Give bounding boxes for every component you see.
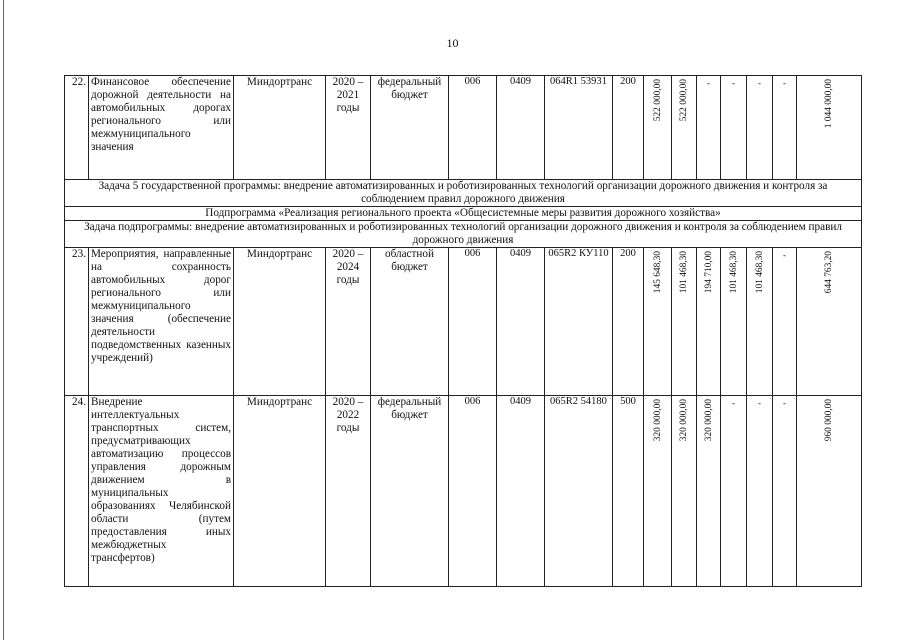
row-number: 22. (65, 76, 89, 180)
activity-name: Мероприятия, направленные на сохранность автомобильных дорог регионального или межмуниципального значения (обеспечение деятельности подведомственных казенных учреждений) (89, 248, 234, 396)
amount-2021: 522 000,00 (672, 76, 697, 180)
amount-total: 960 000,00 (797, 396, 862, 587)
amount-2022: 194 710,00 (697, 248, 721, 396)
amount-total: 1 044 000,00 (797, 76, 862, 180)
page-number: 10 (446, 36, 459, 50)
rzpr-code: 0409 (497, 248, 545, 396)
amount-2025: - (773, 76, 797, 180)
task5-heading: Задача 5 государственной программы: внедрение автоматизированных и роботизированных технологий организации дорожного движения и контроля за соблюдением правил дорожного движения (65, 180, 862, 207)
subprogram-heading: Подпрограмма «Реализация регионального проекта «Общесистемные меры развития дорожного хозяйства» (65, 207, 862, 221)
amount-2024: - (747, 396, 773, 587)
csr-code: 065R2 54180 (545, 396, 613, 587)
funding-source: федеральный бюджет (371, 76, 449, 180)
csr-code: 064R1 53931 (545, 76, 613, 180)
subtask-header-row (65, 221, 862, 248)
funding-source: федеральный бюджет (371, 396, 449, 587)
executor: Миндортранс (234, 248, 326, 396)
executor: Миндортранс (234, 396, 326, 587)
vr-code: 200 (613, 248, 644, 396)
grbs-code: 006 (449, 76, 497, 180)
subprogram-header-row (65, 207, 862, 221)
vr-code: 200 (613, 76, 644, 180)
amount-2020: 522 000,00 (644, 76, 672, 180)
period: 2020 – 2022 годы (326, 396, 371, 587)
task-header-row (65, 180, 862, 207)
amount-2021: 101 468,30 (672, 248, 697, 396)
amount-2024: - (747, 76, 773, 180)
period: 2020 – 2024 годы (326, 248, 371, 396)
amount-2020: 145 648,30 (644, 248, 672, 396)
subtask-heading: Задача подпрограммы: внедрение автоматизированных и роботизированных технологий организации дорожного движения и контроля за соблюдением правил дорожного движения (65, 221, 862, 248)
row-number: 24. (65, 396, 89, 587)
amount-2022: - (697, 76, 721, 180)
rzpr-code: 0409 (497, 396, 545, 587)
activity-name: Финансовое обеспечение дорожной деятельности на автомобильных дорогах регионального или межмуниципального значения (89, 76, 234, 180)
grbs-code: 006 (449, 396, 497, 587)
scan-left-edge (3, 0, 4, 640)
period: 2020 – 2021 годы (326, 76, 371, 180)
amount-2023: 101 468,30 (721, 248, 747, 396)
funding-source: областной бюджет (371, 248, 449, 396)
table-row (65, 248, 862, 396)
grbs-code: 006 (449, 248, 497, 396)
table-row (65, 76, 862, 180)
budget-table (64, 75, 862, 587)
amount-total: 644 763,20 (797, 248, 862, 396)
table-row (65, 396, 862, 587)
row-number: 23. (65, 248, 89, 396)
amount-2021: 320 000,00 (672, 396, 697, 587)
executor: Миндортранс (234, 76, 326, 180)
amount-2022: 320 000,00 (697, 396, 721, 587)
activity-name: Внедрение интеллектуальных транспортных систем, предусматривающих автоматизацию процессов управления дорожным движением в муниципальных образованиях Челябинской области (путем предоставления иных межбюджетных трансфертов) (89, 396, 234, 587)
amount-2023: - (721, 76, 747, 180)
amount-2024: 101 468,30 (747, 248, 773, 396)
rzpr-code: 0409 (497, 76, 545, 180)
amount-2025: - (773, 248, 797, 396)
vr-code: 500 (613, 396, 644, 587)
amount-2020: 320 000,00 (644, 396, 672, 587)
amount-2025: - (773, 396, 797, 587)
amount-2023: - (721, 396, 747, 587)
csr-code: 065R2 КУ110 (545, 248, 613, 396)
